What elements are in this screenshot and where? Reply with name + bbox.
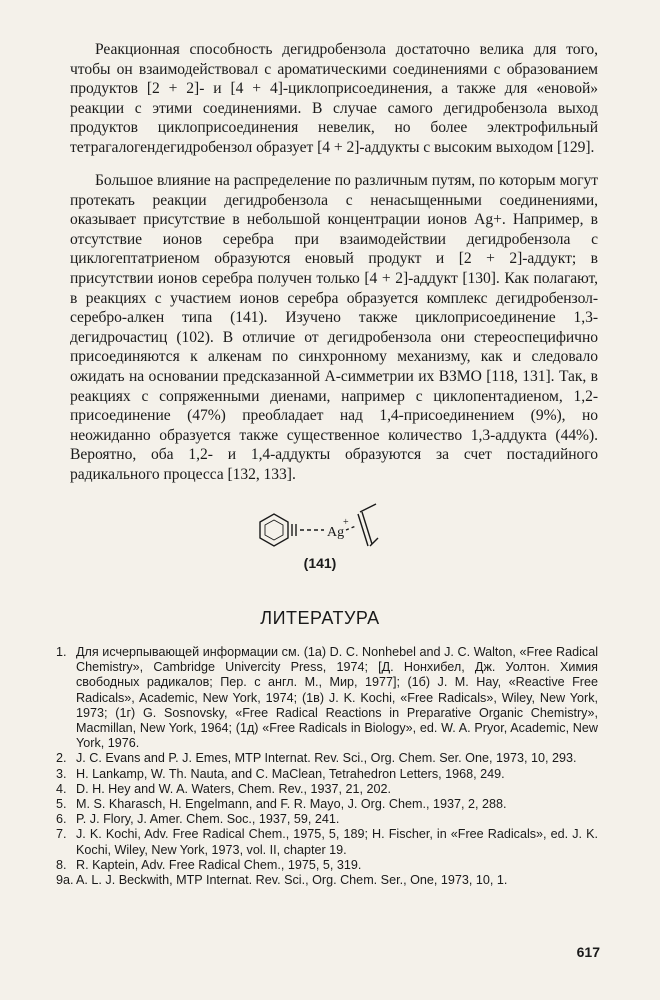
reference-number: 8. — [56, 857, 67, 872]
reference-item — [56, 751, 598, 766]
reference-item — [56, 767, 598, 782]
reference-item — [56, 827, 598, 857]
reference-number: 4. — [56, 781, 67, 796]
reference-number: 6. — [56, 812, 67, 827]
reference-text: J. C. Evans and P. J. Emes, MTP Internat. Rev. Sci., Org. Chem. Ser. One, 1973, 10, 293. — [76, 751, 577, 766]
benzene-ring — [260, 514, 288, 546]
reference-text: A. L. J. Beckwith, MTP Internat. Rev. Sci., Org. Chem. Ser., One, 1973, 10, 1. — [76, 873, 508, 888]
reference-item — [56, 797, 598, 812]
paragraph-1: Реакционная способность дегидробензола достаточно велика для того, чтобы он взаимодействовал с ароматическими соединениями с образованием продуктов [2 + 2]- и [4 + 4]-циклоприсоединения, а также для «еновой» реакции с этими соединениями. В случае самого дегидробензола выход продуктов циклоприсоединения невелик, но более электрофильный тетрагалогендегидробензол образует [4 + 2]-аддукты с высоким выходом [129]. — [70, 41, 598, 156]
reference-text: H. Lankamp, W. Th. Nauta, and C. MaClean, Tetrahedron Letters, 1968, 249. — [76, 766, 505, 781]
reference-text: J. K. Kochi, Adv. Free Radical Chem., 1975, 5, 189; H. Fischer, in «Free Radicals», ed. J. K. Kochi, Wiley, New York, 1973, vol. II, chapter 19. — [76, 827, 598, 857]
reference-number: 7. — [56, 827, 67, 842]
reference-text: P. J. Flory, J. Amer. Chem. Soc., 1937, 59, 241. — [76, 812, 340, 827]
reference-text: D. H. Hey and W. A. Waters, Chem. Rev., 1937, 21, 202. — [76, 781, 391, 796]
reference-number: 2. — [56, 751, 67, 766]
silver-atom-label: Ag — [327, 525, 345, 540]
reference-item — [56, 858, 598, 873]
alkene-chain — [360, 504, 376, 512]
benzene-inner-bond — [265, 520, 283, 540]
alkene-bond — [362, 512, 372, 544]
reference-number: 9а. — [56, 873, 74, 888]
reference-item — [56, 782, 598, 797]
reference-text: M. S. Kharasch, H. Engelmann, and F. R. Mayo, J. Org. Chem., 1937, 2, 288. — [76, 797, 507, 812]
paragraph-2: Большое влияние на распределение по различным путям, по которым могут протекать реакции дегидробензола с ненасыщенными соединениями, оказывает присутствие в небольшой концентрации ионов Ag+. Например, в отсутствие ионов серебра при взаимодействии дегидробензола с циклогептатриеном образуются еновый продукт и [2 + 2]-аддукт; в присутствии ионов серебра получен только [4 + 2]-аддукт [130]. Как полагают, в реакциях с участием ионов серебра образуется комплекс дегидробензол-серебро-алкен типа (141). Изучено также циклоприсоединение 1,3-дегидрочастиц (102). В отличие от дегидробензола они стереоспецифично присоединяются к алкенам по синхронному механизму, как и следовало ожидать на основании предсказанной A-симметрии их ВЗМО [118, 131]. Так, в реакциях с сопряженными диенами, например с циклопентадиеном, 1,2-присоединение (47%) преобладает над 1,4-присоединением (9%), но неожиданно образуется также существенное количество 1,3-аддукта (44%). Вероятно, оба 1,2- и 1,4-аддукты образуются за счет постадийного радикального процесса [132, 133]. — [70, 172, 598, 483]
reference-number: 5. — [56, 797, 67, 812]
reference-text: Для исчерпывающей информации см. (1а) D. C. Nonhebel and J. C. Walton, «Free Radical Chemistry», Cambridge Univercity Press, 1974; [Д. Нонхибел, Дж. Уолтон. Химия свободных радикалов; Пер. с англ. М., Мир, 1977]; (1б) J. M. Hay, «Reactive Free Radicals», Academic, New York, 1974; (1в) J. K. Kochi, «Free Radicals», Wiley, New York, 1973; (1г) G. Sosnovsky, «Free Radical Reactions in Preparative Organic Chemistry», Macmillan, New York, 1964; (1д) «Free Radicals in Biology», ed. W. A. Pryor, Academic, New York, 1976. — [76, 645, 598, 751]
reference-text: R. Kaptein, Adv. Free Radical Chem., 1975, 5, 319. — [76, 857, 362, 872]
alkene-bond — [358, 514, 368, 546]
reference-item — [56, 645, 598, 751]
references-heading: ЛИТЕРАТУРА — [260, 608, 380, 628]
references-list — [56, 645, 598, 888]
reference-number: 1. — [56, 645, 67, 659]
compound-label: (141) — [303, 555, 337, 571]
reference-number: 3. — [56, 766, 67, 781]
silver-charge: + — [343, 517, 349, 528]
reference-item — [56, 812, 598, 827]
reference-item — [56, 873, 598, 888]
page-number: 617 — [576, 944, 600, 960]
